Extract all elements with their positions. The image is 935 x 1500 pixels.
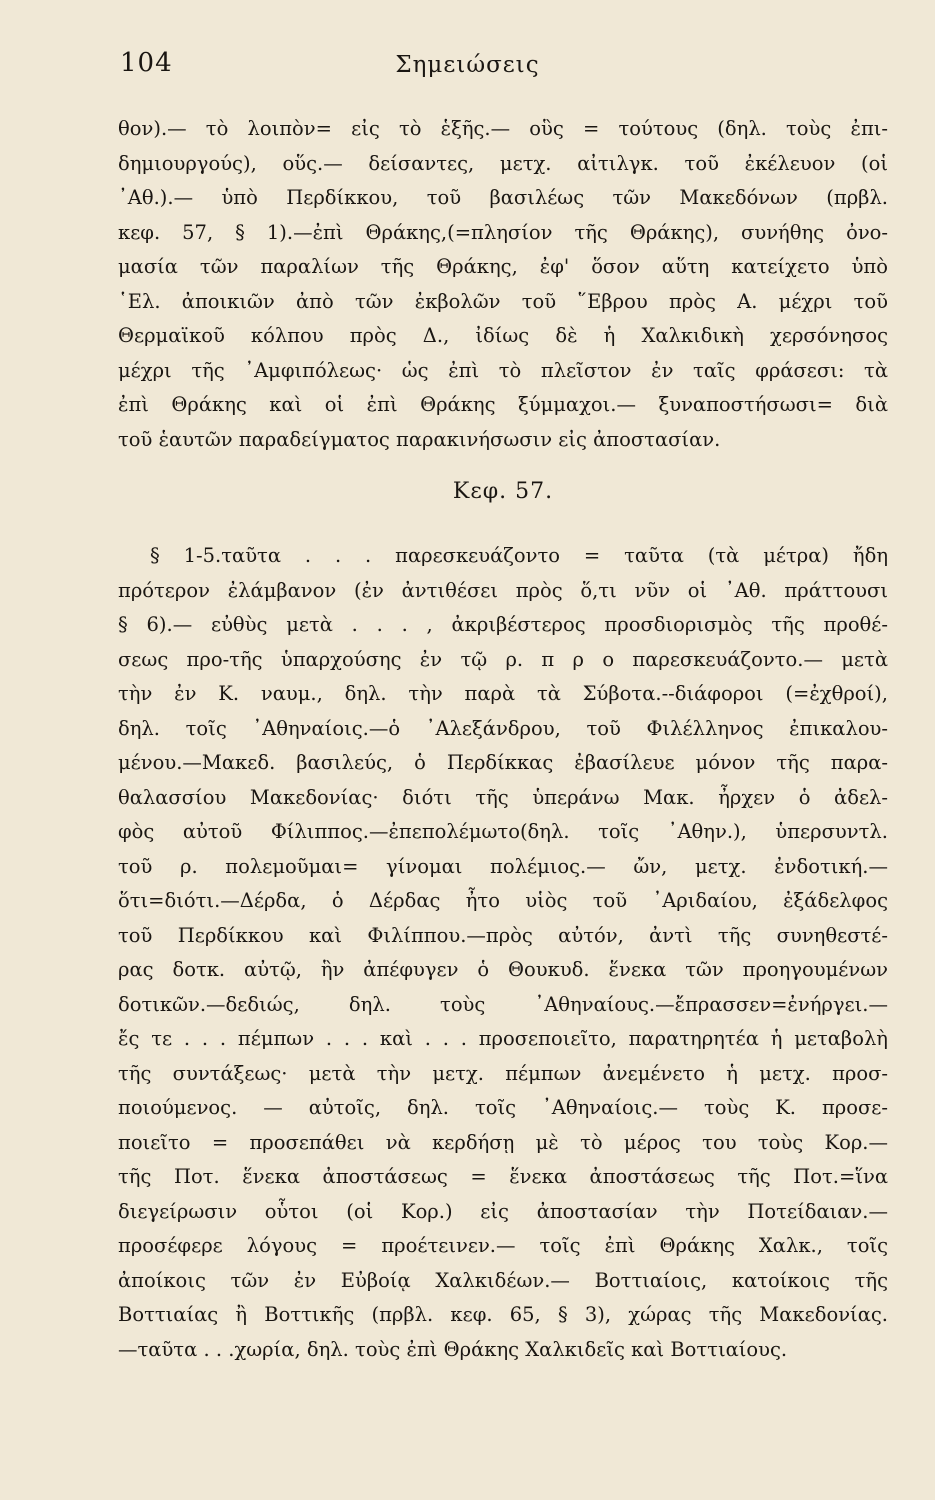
- text-line: ποιούμενος. — αὐτοῖς, δηλ. τοῖς ᾿Αθηναίοις.— τοὺς Κ. προσε-: [118, 1096, 888, 1119]
- text-line: θαλασσίου Μακεδονίας· διότι τῆς ὑπεράνω Μακ. ἦρχεν ὁ ἀδελ-: [118, 785, 888, 809]
- text-line: κεφ. 57, § 1).—ἐπὶ Θράκης,(=πλησίον τῆς Θράκης), συνήθης ὀνο-: [118, 220, 888, 244]
- text-line: δοτικῶν.—δεδιώς, δηλ. τοὺς ᾿Αθηναίους.—ἔπρασσεν=ἐνήργει.—: [118, 992, 888, 1016]
- page-number: 104: [120, 48, 173, 78]
- text-line: δηλ. τοῖς ᾿Αθηναίοις.—ὁ ᾿Αλεξάνδρου, τοῦ Φιλέλληνος ἐπικαλου-: [118, 716, 888, 740]
- text-line: μασία τῶν παραλίων τῆς Θράκης, ἐφ' ὅσον αὕτη κατείχετο ὑπὸ: [118, 255, 888, 278]
- text-line: διεγείρωσιν οὗτοι (οἱ Κορ.) εἰς ἀποστασίαν τὴν Ποτείδαιαν.—: [118, 1199, 888, 1223]
- text-line: ποιεῖτο = προσεπάθει νὰ κερδήσῃ μὲ τὸ μέρος του τοὺς Κορ.—: [118, 1130, 888, 1154]
- text-line: τοῦ Περδίκκου καὶ Φιλίππου.—πρὸς αὐτόν, ἀντὶ τῆς συνηθεστέ-: [118, 923, 888, 947]
- notes-section-continued: [118, 112, 888, 457]
- notes-section-chapter-57: [118, 539, 888, 1367]
- text-line: § 6).— εὐθὺς μετὰ . . . , ἀκριβέστερος προσδιορισμὸς τῆς προθέ-: [118, 613, 888, 636]
- text-line: ὅτι=διότι.—Δέρδα, ὁ Δέρδας ἦτο υἱὸς τοῦ ᾿Αριδαίου, ἐξάδελφος: [118, 889, 888, 912]
- text-line: τῆς Ποτ. ἕνεκα ἀποστάσεως = ἕνεκα ἀποστάσεως τῆς Ποτ.=ἵνα: [118, 1165, 888, 1188]
- running-title: Σημειώσεις: [395, 52, 540, 78]
- text-line: πρότερον ἐλάμβανον (ἐν ἀντιθέσει πρὸς ὅ,τι νῦν οἱ ᾿Αθ. πράττουσι: [118, 578, 888, 602]
- text-line: δημιουργούς), οὕς.— δείσαντες, μετχ. αἰτιλγκ. τοῦ ἐκέλευον (οἱ: [118, 151, 888, 175]
- text-line: σεως προ-τῆς ὑπαρχούσης ἐν τῷ ρ. π ρ ο παρεσκευάζοντο.— μετὰ: [118, 647, 888, 671]
- text-line: Θερμαϊκοῦ κόλπου πρὸς Δ., ἰδίως δὲ ἡ Χαλκιδικὴ χερσόνησος: [118, 324, 888, 347]
- text-line: ῾Ελ. ἀποικιῶν ἀπὸ τῶν ἐκβολῶν τοῦ ῞Εβρου πρὸς Α. μέχρι τοῦ: [118, 289, 888, 313]
- text-line: τὴν ἐν Κ. ναυμ., δηλ. τὴν παρὰ τὰ Σύβοτα.--διάφοροι (=ἐχθροί),: [118, 682, 888, 705]
- text-line: τῆς συντάξεως· μετὰ τὴν μετχ. πέμπων ἀνεμένετο ἡ μετχ. προσ-: [118, 1061, 888, 1085]
- text-line: § 1-5.ταῦτα . . . παρεσκευάζοντο = ταῦτα (τὰ μέτρα) ἤδη: [150, 544, 888, 567]
- text-line: φὸς αὐτοῦ Φίλιππος.—ἐπεπολέμωτο(δηλ. τοῖς ᾿Αθην.), ὑπερσυντλ.: [118, 820, 888, 843]
- text-line: ρας δοτκ. αὐτῷ, ἣν ἀπέφυγεν ὁ Θουκυδ. ἕνεκα τῶν προηγουμένων: [118, 958, 888, 981]
- text-line: —ταῦτα . . .χωρία, δηλ. τοὺς ἐπὶ Θράκης Χαλκιδεῖς καὶ Βοττιαίους.: [118, 1337, 788, 1361]
- text-line: ᾿Αθ.).— ὑπὸ Περδίκκου, τοῦ βασιλέως τῶν Μακεδόνων (πρβλ.: [118, 186, 888, 209]
- text-line: μένου.—Μακεδ. βασιλεύς, ὁ Περδίκκας ἐβασίλευε μόνον τῆς παρα-: [118, 751, 888, 774]
- text-line: τοῦ ρ. πολεμοῦμαι= γίνομαι πολέμιος.— ὤν, μετχ. ἐνδοτική.—: [118, 854, 888, 878]
- text-line: προσέφερε λόγους = προέτεινεν.— τοῖς ἐπὶ Θράκης Χαλκ., τοῖς: [118, 1234, 888, 1257]
- text-line: ἔς τε . . . πέμπων . . . καὶ . . . προσεποιεῖτο, παρατηρητέα ἡ μεταβολὴ: [118, 1027, 888, 1050]
- text-line: ἐπὶ Θράκης καὶ οἱ ἐπὶ Θράκης ξύμμαχοι.— ξυναποστήσωσι= διὰ: [118, 393, 888, 416]
- text-line: τοῦ ἑαυτῶν παραδείγματος παρακινήσωσιν εἰς ἀποστασίαν.: [118, 427, 721, 451]
- chapter-heading: Κεφ. 57.: [452, 479, 554, 504]
- text-line: μέχρι τῆς ᾿Αμφιπόλεως· ὡς ἐπὶ τὸ πλεῖστον ἐν ταῖς φράσεσι: τὰ: [118, 358, 888, 382]
- text-line: Βοττιαίας ἢ Βοττικῆς (πρβλ. κεφ. 65, § 3), χώρας τῆς Μακεδονίας.: [118, 1303, 888, 1326]
- text-line: ἀποίκοις τῶν ἐν Εὐβοίᾳ Χαλκιδέων.— Βοττιαίοις, κατοίκοις τῆς: [118, 1268, 888, 1292]
- text-line: θον).— τὸ λοιπὸν= εἰς τὸ ἑξῆς.— οὓς = τούτους (δηλ. τοὺς ἐπι-: [118, 117, 888, 140]
- page-body: [118, 112, 888, 1367]
